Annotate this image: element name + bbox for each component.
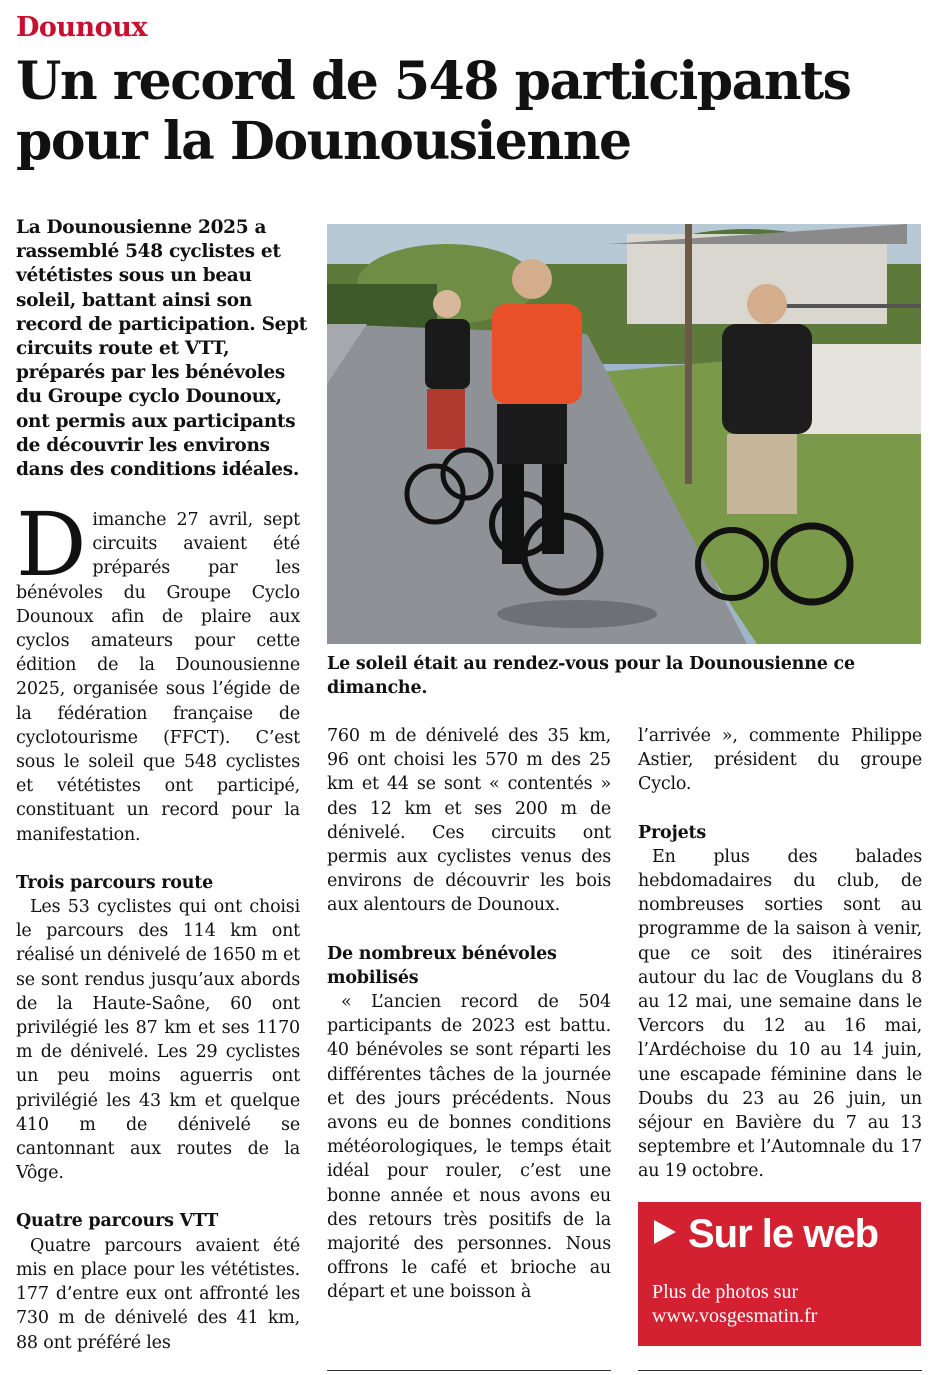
paragraph-benevoles-end: l’arrivée », commente Philippe Astier, président du groupe Cyclo. (638, 726, 922, 795)
paragraph-route: Les 53 cyclistes qui ont choisi le parcours des 114 km ont réalisé un dénivelé de 1650 m et se sont rendus jusqu’aux abords de la Haute-Saône, 60 ont privilégié les 87 km et ses 1170 m de dénivelé. Les 29 cyclistes un peu moins aguerris ont privilégié les 43 km et quelque 410 m de dénivelé se cantonnant aux routes de la Vôge. (16, 897, 300, 1184)
subhead-projets: Projets (638, 822, 707, 843)
web-promo-box[interactable] (638, 1202, 921, 1346)
paragraph-projets: En plus des balades hebdomadaires du club, de nombreuses sorties sont au programme de la saison à venir, que ce soit des itinéraires autour du lac de Vouglans du 8 au 12 mai, une semaine dans le Vercors du 12 au 16 mai, l’Ardéchoise du 10 au 14 juin, une escapade féminine dans le Doubs du 23 au 26 juin, un séjour en Bavière du 7 au 13 septembre et l’Automnale du 17 au 19 octobre. (638, 846, 922, 1182)
divider (638, 1370, 922, 1371)
subhead-benevoles: De nombreux bénévoles mobilisés (327, 943, 557, 988)
subhead-route: Trois parcours route (16, 872, 214, 893)
subhead-vtt: Quatre parcours VTT (16, 1211, 219, 1232)
paragraph-vtt-end: 760 m de dénivelé des 35 km, 96 ont choisi les 570 m des 25 km et 44 se sont « contentés » des 12 km et ses 200 m de dénivelé. Ces circuits ont permis aux cyclistes venus des environs de découvrir les bois aux alentours de Dounoux. (327, 726, 611, 916)
paragraph-vtt-start: Quatre parcours avaient été mis en place pour les vététistes. 177 d’entre eux ont affronté les 730 m de dénivelé des 41 km, 88 ont préféré les (16, 1235, 300, 1353)
intro-paragraph (16, 493, 300, 847)
divider (327, 1370, 611, 1371)
paragraph-benevoles-start: « L’ancien record de 504 participants de 2023 est battu. 40 bénévoles se sont réparti les différentes tâches de la journée et des jours précédents. Nous avons eu de bonnes conditions météorologiques, le temps était idéal pour rouler, c’est une bonne année et nous avons eu des retours très positifs de la majorité des personnes. Nous offrons le café et brioche au départ et une boisson à (327, 992, 611, 1303)
dropcap: D (16, 493, 87, 596)
headline: Un record de 548 participants pour la Dounousienne (16, 51, 851, 172)
section-kicker: Dounoux (16, 12, 147, 43)
web-promo-link[interactable]: Plus de photos sur www.vosgesmatin.fr (652, 1281, 818, 1327)
intro-text: imanche 27 avril, sept circuits avaient été préparés par les bénévoles du Groupe Cyclo Dounoux afin de plaire aux cyclos amateurs pour cette édition de la Dounousienne 2025, organisée sous l’égide de la fédération française de cyclotourisme (FFCT). C’est sous le soleil que 548 cyclistes et vététistes ont participé, constituant un record pour la manifestation. (16, 510, 300, 845)
article-column-2 (327, 724, 611, 1305)
web-promo-title (654, 1212, 878, 1257)
photo-caption: Le soleil était au rendez-vous pour la Dounousienne ce dimanche. (327, 654, 855, 698)
lead-paragraph: La Dounousienne 2025 a rassemblé 548 cyclistes et vététistes sous un beau soleil, battant ainsi son record de participation. Sept circuits route et VTT, préparés par les bénévoles du Groupe cyclo Dounoux, ont permis aux participants de découvrir les environs dans des conditions idéales. (16, 217, 308, 481)
play-arrow-icon (654, 1220, 676, 1244)
web-promo-title-text: Sur le web (688, 1212, 879, 1256)
article-photo (327, 224, 921, 644)
article-column-3 (638, 724, 922, 1184)
article-column-1 (16, 493, 300, 1355)
